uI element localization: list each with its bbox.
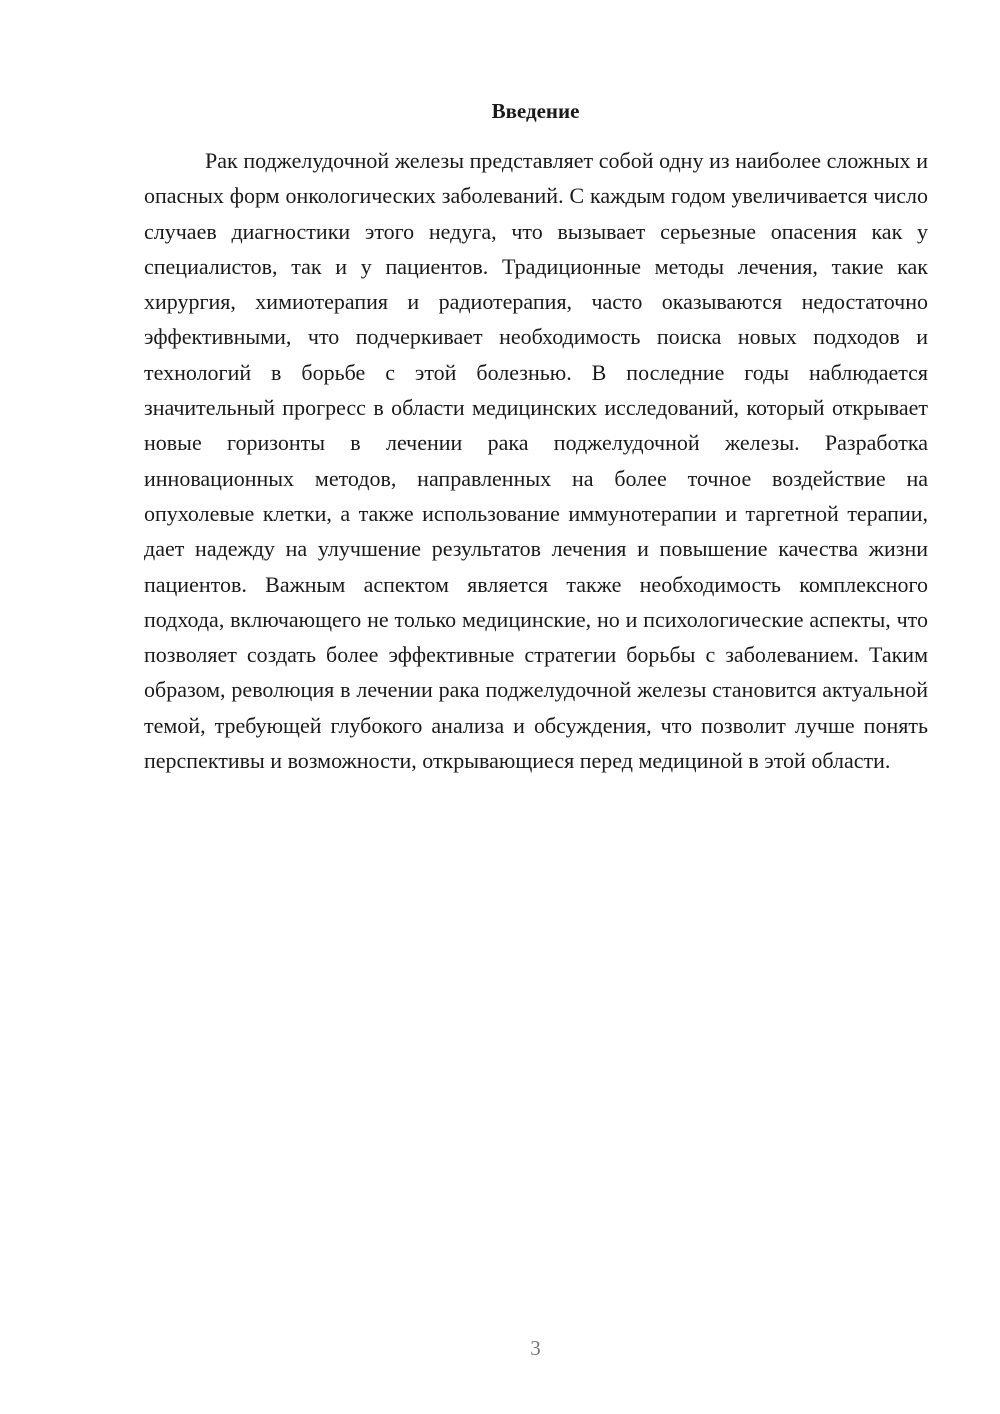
introduction-paragraph: Рак поджелудочной железы представляет собой одну из наиболее сложных и опасных форм онкологических заболеваний. С каждым годом увеличивается число случаев диагностики этого недуга, что вызывает серьезные опасения как у специалистов, так и у пациентов. Традиционные методы лечения, такие как хирургия, химиотерапия и радиотерапия, часто оказываются недостаточно эффективными, что подчеркивает необходимость поиска новых подходов и технологий в борьбе с этой болезнью. В последние годы наблюдается значительный прогресс в области медицинских исследований, который открывает новые горизонты в лечении рака поджелудочной железы. Разработка инновационных методов, направленных на более точное воздействие на опухолевые клетки, а также использование иммунотерапии и таргетной терапии, дает надежду на улучшение результатов лечения и повышение качества жизни пациентов. Важным аспектом является также необходимость комплексного подхода, включающего не только медицинские, но и психологические аспекты, что позволяет создать более эффективные стратегии борьбы с заболеванием. Таким образом, революция в лечении рака поджелудочной железы становится актуальной темой, требующей глубокого анализа и обсуждения, что позволит лучше понять перспективы и возможности, открывающиеся перед медициной в этой области. [144, 148, 928, 774]
page-number: 3 [530, 1336, 541, 1360]
section-heading: Введение [491, 99, 580, 123]
